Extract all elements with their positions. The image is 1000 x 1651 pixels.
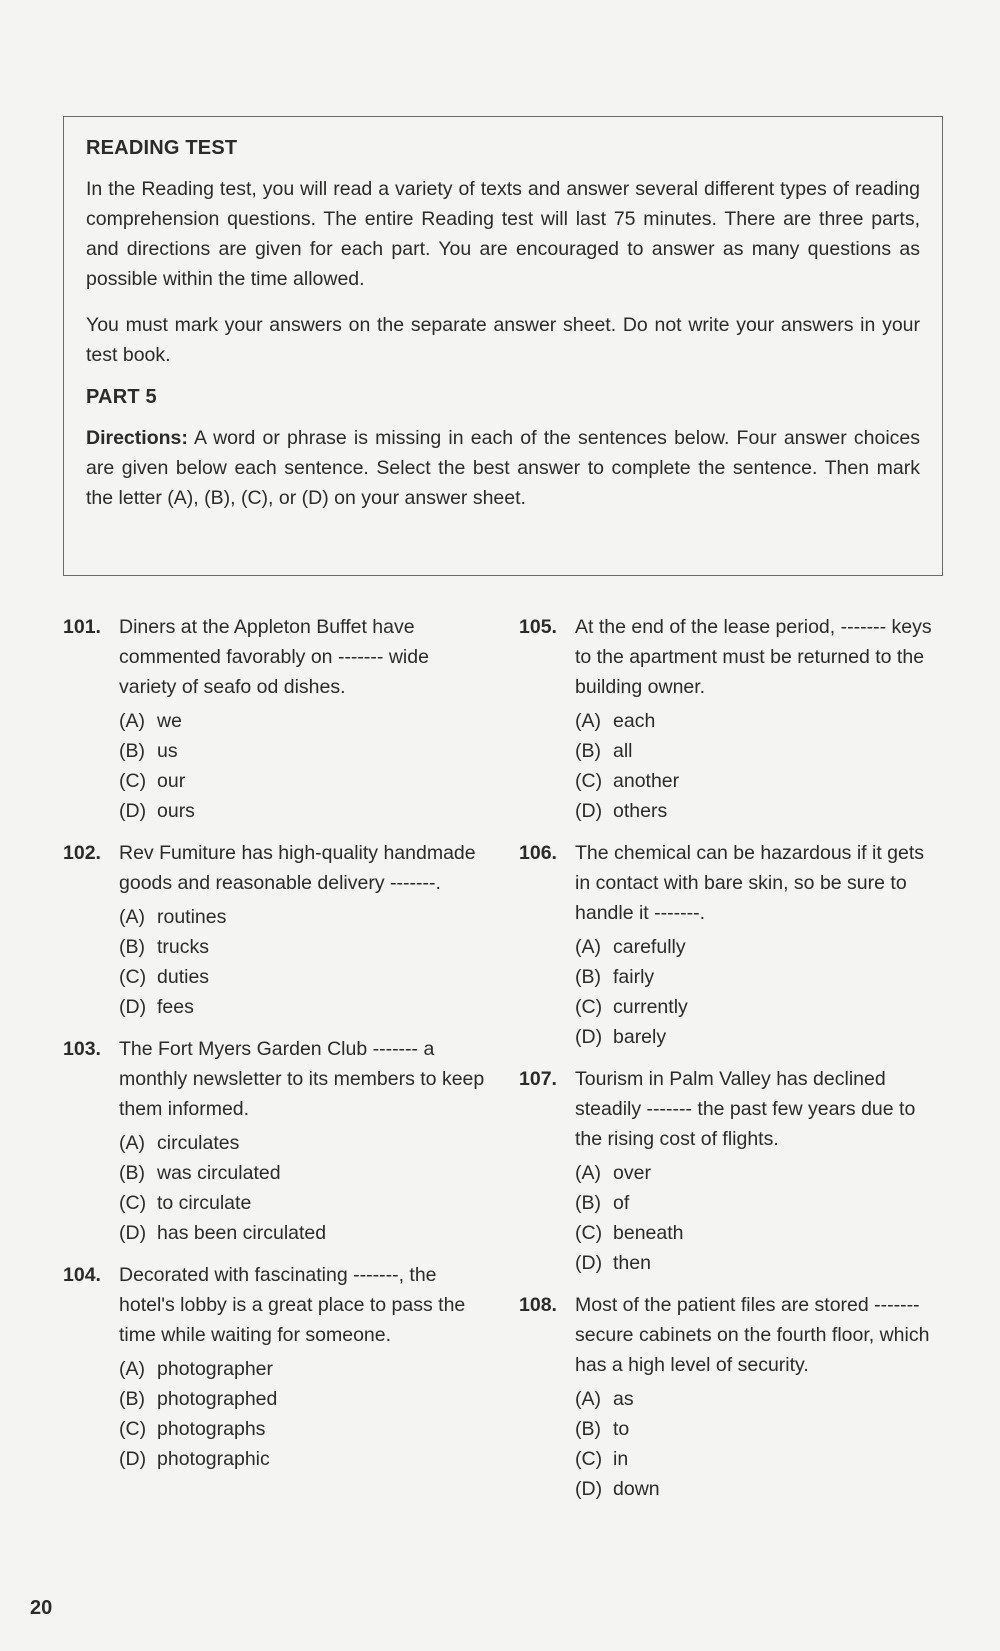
question-stem: At the end of the lease period, ------- keys to the apartment must be returned to the building owner. [575, 616, 932, 698]
answer-option-a[interactable]: (A) each [575, 710, 656, 732]
answer-option-a[interactable]: (A) carefully [575, 936, 686, 958]
questions-column-right [519, 612, 944, 1516]
question-stem: Decorated with fascinating -------, the hotel's lobby is a great place to pass the time while waiting for someone. [119, 1264, 466, 1346]
answer-option-c[interactable]: (C) beneath [575, 1222, 684, 1244]
question-stem: Tourism in Palm Valley has declined steadily ------- the past few years due to the rising cost of flights. [575, 1068, 916, 1150]
reading-test-title: READING TEST [86, 137, 238, 159]
answer-option-c[interactable]: (C) our [119, 770, 186, 792]
question-number: 108. [519, 1294, 557, 1316]
answer-option-c[interactable]: (C) in [575, 1448, 629, 1470]
answer-option-c[interactable]: (C) photographs [119, 1418, 266, 1440]
answer-option-a[interactable]: (A) routines [119, 906, 227, 928]
answer-option-b[interactable]: (B) to [575, 1418, 630, 1440]
answer-option-c[interactable]: (C) another [575, 770, 680, 792]
question-number: 102. [63, 842, 101, 864]
answer-option-b[interactable]: (B) of [575, 1192, 630, 1214]
question-stem: The chemical can be hazardous if it gets in contact with bare skin, so be sure to handle it -------. [575, 842, 925, 924]
question-101 [63, 612, 488, 826]
question-stem: The Fort Myers Garden Club ------- a monthly newsletter to its members to keep them informed. [119, 1038, 485, 1120]
answer-option-a[interactable]: (A) as [575, 1388, 634, 1410]
directions-label: Directions: [86, 427, 188, 449]
question-number: 104. [63, 1264, 101, 1286]
answer-option-b[interactable]: (B) fairly [575, 966, 655, 988]
answer-option-d[interactable]: (D) photographic [119, 1448, 270, 1470]
answer-option-d[interactable]: (D) down [575, 1478, 660, 1500]
reading-test-intro: In the Reading test, you will read a variety of texts and answer several different types of reading comprehension questions. The entire Reading test will last 75 minutes. There are three parts, and directions are given for each part. You are encouraged to answer as many questions as possible within the time allowed. [86, 178, 920, 290]
answer-option-c[interactable]: (C) duties [119, 966, 210, 988]
question-108 [519, 1290, 944, 1504]
questions-column-left [63, 612, 488, 1486]
question-104 [63, 1260, 488, 1474]
page-number: 20 [30, 1597, 53, 1619]
answer-option-d[interactable]: (D) has been circulated [119, 1222, 327, 1244]
question-number: 107. [519, 1068, 557, 1090]
answer-option-b[interactable]: (B) all [575, 740, 633, 762]
answer-option-a[interactable]: (A) circulates [119, 1132, 240, 1154]
answer-option-d[interactable]: (D) then [575, 1252, 651, 1274]
directions-text: A word or phrase is missing in each of the sentences below. Four answer choices are given below each sentence. Select the best answer to complete the sentence. Then mark the letter (A), (B), (C), or (D) on your answer sheet. [86, 427, 920, 509]
question-number: 106. [519, 842, 557, 864]
answer-option-d[interactable]: (D) ours [119, 800, 195, 822]
answer-option-c[interactable]: (C) to circulate [119, 1192, 252, 1214]
question-number: 103. [63, 1038, 101, 1060]
question-102 [63, 838, 488, 1022]
answer-option-a[interactable]: (A) over [575, 1162, 651, 1184]
question-105 [519, 612, 944, 826]
answer-option-b[interactable]: (B) photographed [119, 1388, 278, 1410]
answer-option-d[interactable]: (D) barely [575, 1026, 667, 1048]
answer-option-b[interactable]: (B) us [119, 740, 178, 762]
directions-box [63, 116, 943, 576]
question-106 [519, 838, 944, 1052]
part-directions [86, 423, 920, 513]
question-103 [63, 1034, 488, 1248]
answer-option-a[interactable]: (A) we [119, 710, 182, 732]
question-number: 105. [519, 616, 557, 638]
question-stem: Diners at the Appleton Buffet have commented favorably on ------- wide variety of seafo od dishes. [119, 616, 429, 698]
answer-option-d[interactable]: (D) others [575, 800, 668, 822]
answer-sheet-instruction: You must mark your answers on the separate answer sheet. Do not write your answers in your test book. [86, 314, 920, 366]
question-number: 101. [63, 616, 101, 638]
answer-option-b[interactable]: (B) was circulated [119, 1162, 281, 1184]
part-title: PART 5 [86, 386, 157, 408]
question-107 [519, 1064, 944, 1278]
answer-option-b[interactable]: (B) trucks [119, 936, 210, 958]
answer-option-a[interactable]: (A) photographer [119, 1358, 274, 1380]
question-stem: Most of the patient files are stored ------- secure cabinets on the fourth floor, which has a high level of security. [575, 1294, 930, 1376]
question-stem: Rev Fumiture has high-quality handmade goods and reasonable delivery -------. [119, 842, 476, 894]
answer-option-d[interactable]: (D) fees [119, 996, 194, 1018]
answer-option-c[interactable]: (C) currently [575, 996, 688, 1018]
